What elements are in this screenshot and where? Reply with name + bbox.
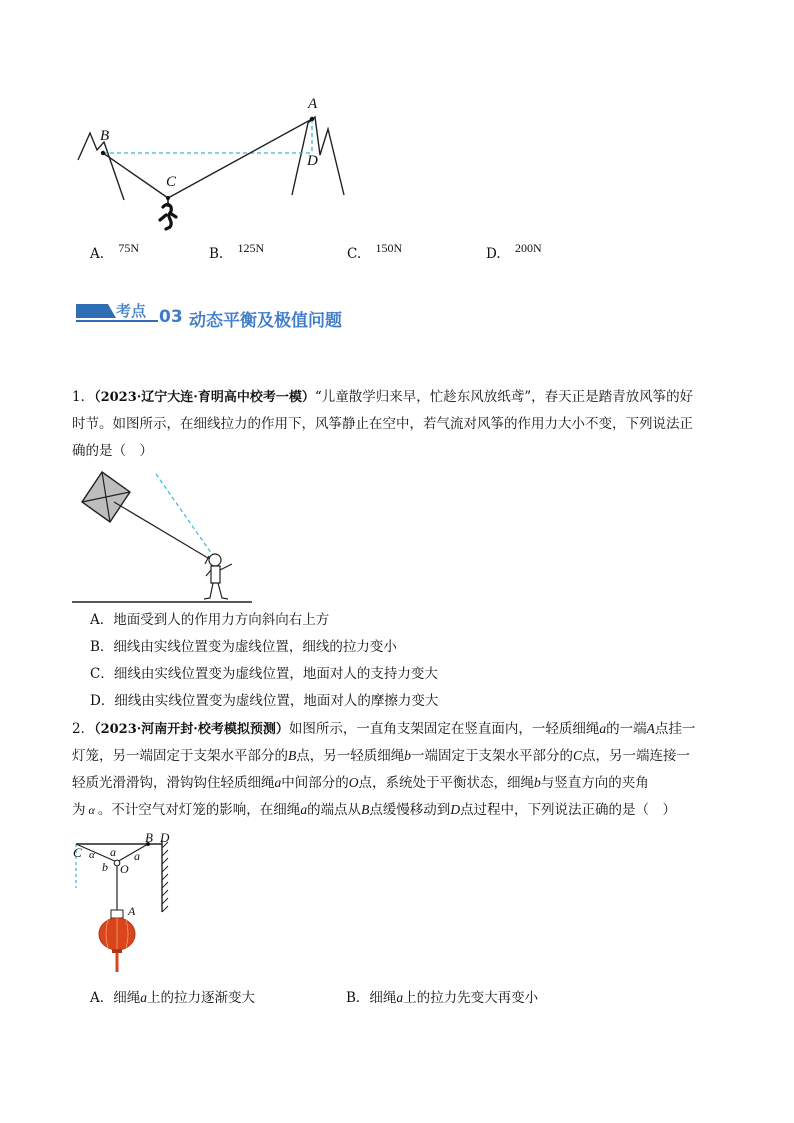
rope-ca (168, 119, 312, 198)
q2-line2: 灯笼，另一端固定于支架水平部分的B点，另一轻质细绳b一端固定于支架水平部分的C点，另一端连接一 (72, 748, 691, 764)
section-underline (76, 320, 158, 322)
fig2-label-c: C (73, 845, 82, 860)
label-b: B (100, 128, 110, 144)
q1-line3: 确的是（ ） (72, 443, 153, 459)
q2-line4: 为 α 。不计空气对灯笼的影响，在细绳a的端点从B点缓慢移动到D点过程中，下列说法正确的是（ ） (72, 802, 677, 818)
q1-option-c[interactable]: C．细线由实线位置变为虚线位置，地面对人的支持力变大 (90, 666, 438, 682)
rope-bc (103, 153, 168, 198)
hook-o (114, 860, 120, 866)
q2-source: （2023·河南开封·校考模拟预测） (94, 722, 289, 737)
section-title: 动态平衡及极值问题 (189, 311, 342, 331)
kite-string-solid (114, 502, 218, 564)
rope-a (117, 844, 148, 862)
q1-option-a[interactable]: A．地面受到人的作用力方向斜向右上方 (90, 612, 330, 628)
label-a: A (308, 96, 318, 112)
fig2-label-aa: A (128, 904, 136, 918)
label-d: D (307, 153, 318, 169)
child-icon (204, 554, 232, 599)
kite-icon (82, 472, 130, 522)
section-number: 03 (159, 307, 183, 327)
label-c: C (166, 174, 177, 190)
kite-figure (70, 468, 260, 606)
climber-icon (160, 198, 176, 229)
prev-option-a[interactable]: A. 75N (90, 241, 140, 262)
right-mountain (292, 117, 344, 195)
prev-option-d[interactable]: D. 200N (486, 241, 542, 262)
fig2-label-a2: a (134, 849, 140, 863)
fig2-label-d: D (160, 830, 170, 845)
section-badge: 考点 (116, 302, 147, 320)
q2-line1: 2．（2023·河南开封·校考模拟预测）如图所示，一直角支架固定在竖直面内，一轻质细绳a的一端A点挂一 (72, 721, 696, 737)
q1-number: 1． (72, 389, 95, 405)
lantern-icon (99, 910, 135, 972)
fig2-label-o: O (120, 862, 129, 876)
fig2-label-alpha: α (89, 849, 95, 861)
q1-option-d[interactable]: D．细线由实线位置变为虚线位置，地面对人的摩擦力变大 (90, 693, 439, 709)
fig2-label-bb: b (102, 860, 108, 874)
q2-option-b[interactable]: B．细绳a上的拉力先变大再变小 (346, 990, 539, 1006)
fig2-label-a1: a (110, 845, 116, 859)
fig2-label-b: B (145, 830, 153, 845)
lantern-figure (70, 830, 180, 980)
prev-option-b[interactable]: B. 125N (209, 241, 265, 262)
q1-source: （2023·辽宁大连·育明高中校考一模） (94, 390, 315, 405)
prev-option-c[interactable]: C. 150N (347, 241, 403, 262)
section-badge-bar (76, 304, 116, 318)
section-header (76, 300, 396, 330)
q2-number: 2． (72, 721, 95, 737)
q1-option-b[interactable]: B．细线由实线位置变为虚线位置，细线的拉力变小 (90, 639, 397, 655)
q1-line2: 时节。如图所示，在细线拉力的作用下，风筝静止在空中，若气流对风筝的作用力大小不变，下列说法正 (72, 416, 693, 432)
q2-line3: 轻质光滑滑钩，滑钩钩住轻质细绳a中间部分的O点，系统处于平衡状态，细绳b与竖直方向的夹角 (72, 775, 649, 791)
q2-option-a[interactable]: A．细绳a上的拉力逐渐变大 (90, 990, 255, 1006)
q1-line1: 1．（2023·辽宁大连·育明高中校考一模）“儿童散学归来早，忙趁东风放纸鸢”，春天正是踏青放风筝的好 (72, 389, 694, 405)
kite-string-dashed (156, 474, 216, 560)
